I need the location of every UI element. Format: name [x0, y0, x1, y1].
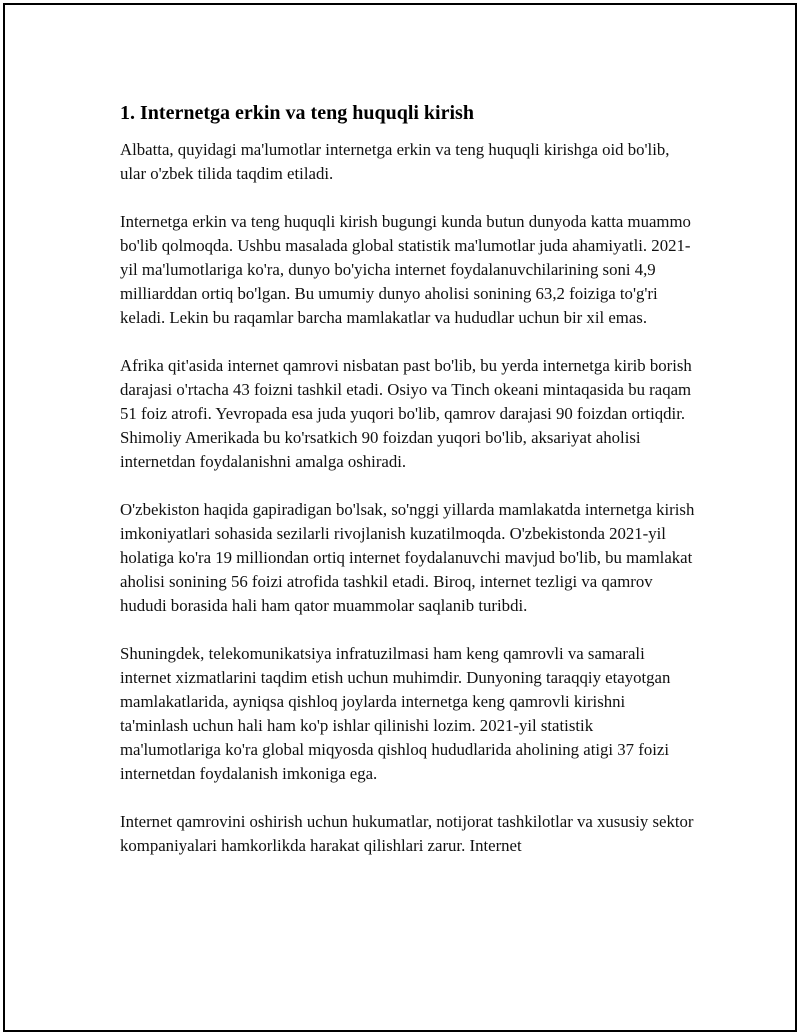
paragraph-global-statistics: Internetga erkin va teng huquqli kirish bugungi kunda butun dunyoda katta muammo bo'lib qolmoqda. Ushbu masalada global statistik ma'lumotlar juda ahamiyatli. 2021-yil ma'lumotlariga ko'ra, dunyo bo'yicha internet foydalanuvchilarining soni 4,9 milliarddan ortiq bo'lgan. Bu umumiy dunyo aholisi sonining 63,2 foiziga to'g'ri keladi. Lekin bu raqamlar barcha mamlakatlar va hududlar uchun bir xil emas.	[120, 212, 691, 327]
paragraph-uzbekistan: O'zbekiston haqida gapiradigan bo'lsak, so'nggi yillarda mamlakatda internetga kirish imkoniyatlari sohasida sezilarli rivojlanish kuzatilmoqda. O'zbekistonda 2021-yil holatiga ko'ra 19 milliondan ortiq internet foydalanuvchi mavjud bo'lib, bu mamlakat aholisi sonining 56 foizi atrofida tashkil etadi. Biroq, internet tezligi va qamrov hududi borasida hali ham qator muammolar saqlanib turibdi.	[120, 500, 695, 615]
paragraph-intro: Albatta, quyidagi ma'lumotlar internetga erkin va teng huquqli kirishga oid bo'lib, ular o'zbek tilida taqdim etiladi.	[120, 140, 670, 183]
paragraph-regional-coverage: Afrika qit'asida internet qamrovi nisbatan past bo'lib, bu yerda internetga kirib borish darajasi o'rtacha 43 foizni tashkil etadi. Osiyo va Tinch okeani mintaqasida bu raqam 51 foiz atrofi. Yevropada esa juda yuqori bo'lib, qamrov darajasi 90 foizdan ortiqdir. Shimoliy Amerikada bu ko'rsatkich 90 foizdan yuqori bo'lib, aksariyat aholisi internetdan foydalanishni amalga oshiradi.	[120, 356, 692, 471]
document-page	[3, 3, 797, 1032]
paragraph-cooperation: Internet qamrovini oshirish uchun hukumatlar, notijorat tashkilotlar va xususiy sektor kompaniyalari hamkorlikda harakat qilishlari zarur. Internet	[120, 812, 694, 855]
section-heading: 1. Internetga erkin va teng huquqli kirish	[120, 102, 474, 124]
document-body	[120, 98, 695, 882]
paragraph-infrastructure: Shuningdek, telekomunikatsiya infratuzilmasi ham keng qamrovli va samarali internet xizmatlarini taqdim etish uchun muhimdir. Dunyoning taraqqiy etayotgan mamlakatlarida, ayniqsa qishloq joylarda internetga keng qamrovli kirishni ta'minlash uchun hali ham ko'p ishlar qilinishi lozim. 2021-yil statistik ma'lumotlariga ko'ra global miqyosda qishloq hududlarida aholining atigi 37 foizi internetdan foydalanish imkoniga ega.	[120, 644, 671, 783]
